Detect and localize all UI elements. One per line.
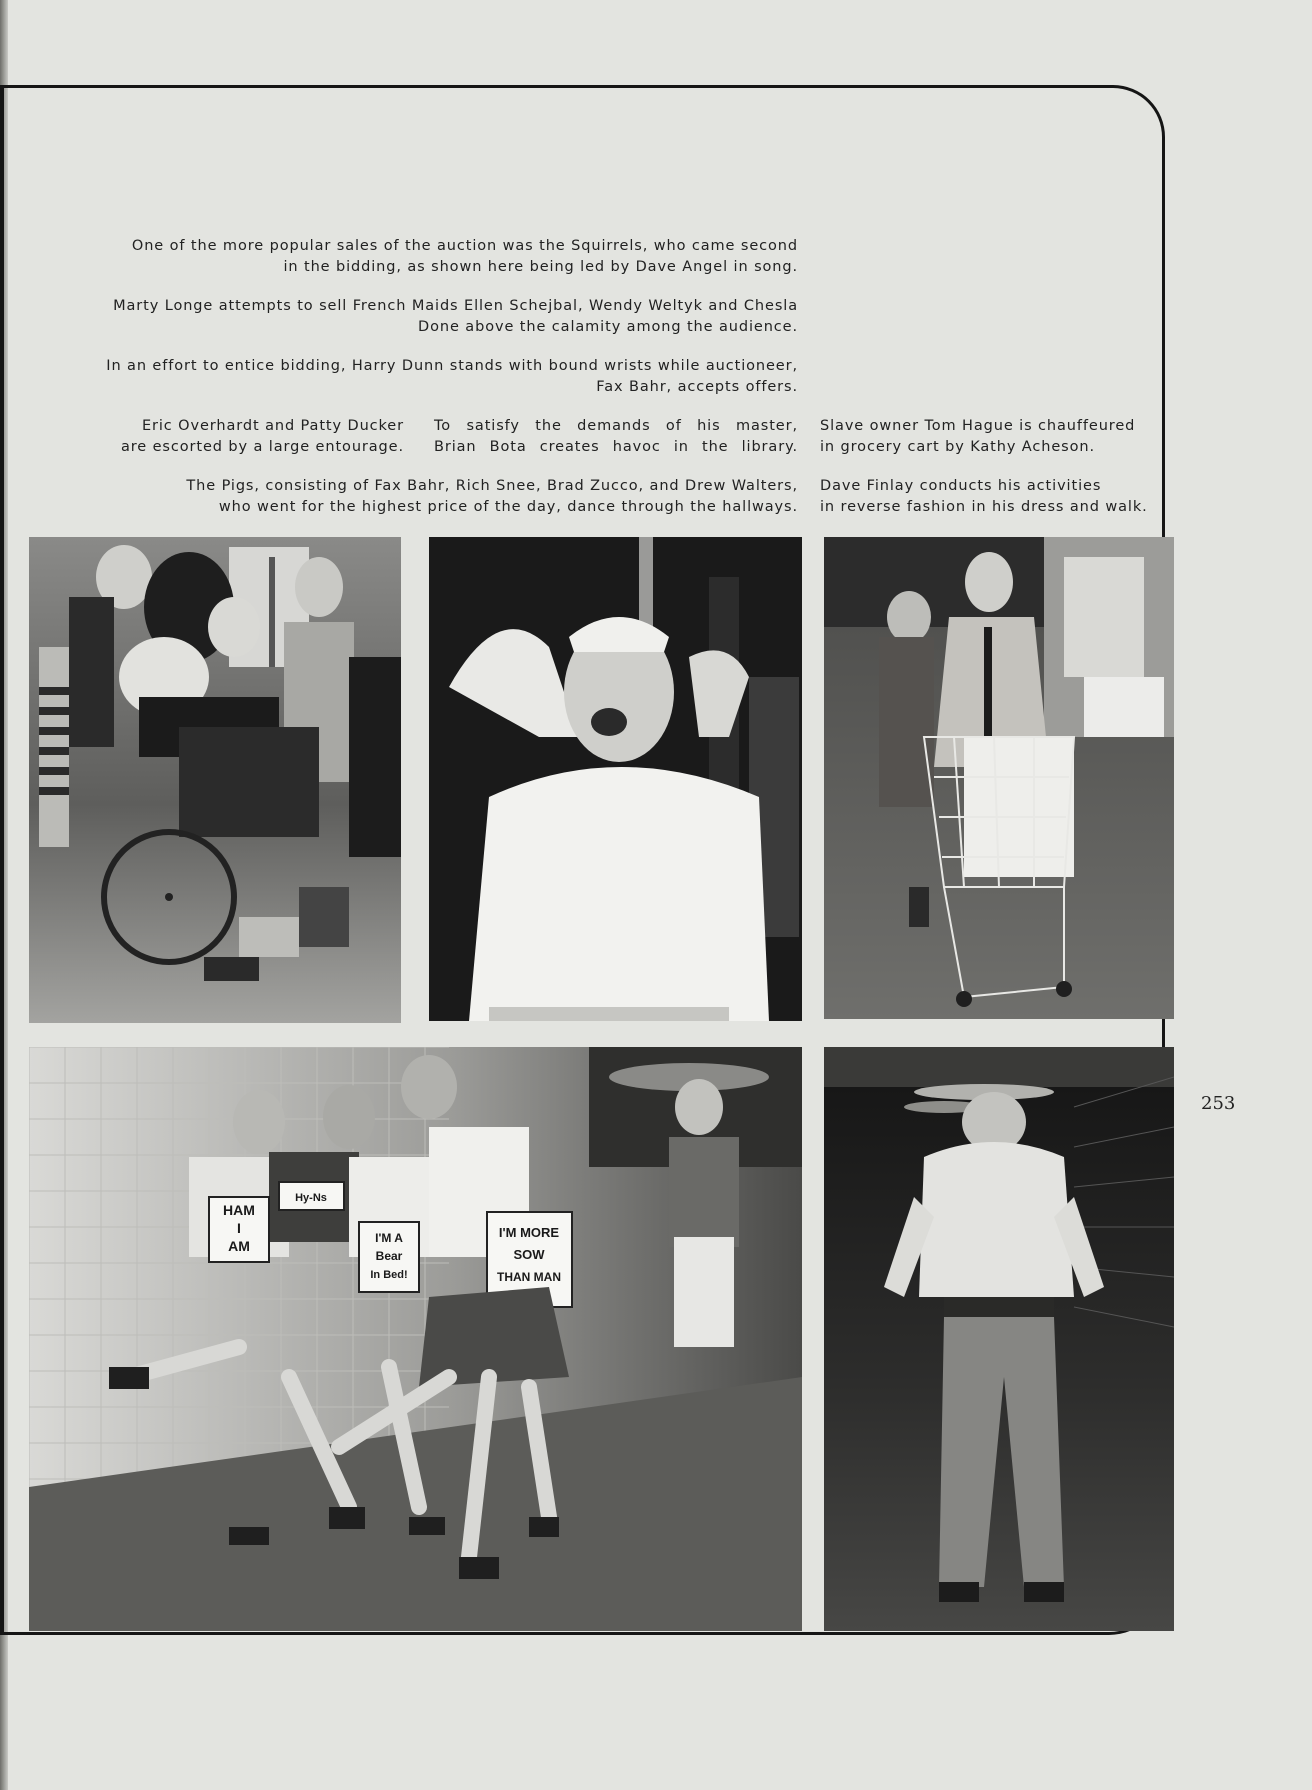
caption-harry-dunn (60, 356, 798, 398)
sign-sow-line1: I'M MORE (498, 1225, 560, 1240)
photo-grocery-cart (824, 537, 1174, 1019)
photo-reverse-fashion-image (824, 1047, 1174, 1631)
caption-line: Fax Bahr, accepts offers. (596, 379, 798, 395)
sign-ham-line2: I (237, 1220, 241, 1236)
caption-line: Dave Finlay conducts his activities (820, 478, 1102, 494)
caption-line: in grocery cart by Kathy Acheson. (820, 439, 1095, 455)
caption-line: Eric Overhardt and Patty Ducker (141, 418, 404, 434)
sign-ham-line1: HAM (223, 1202, 255, 1218)
photo-grocery-cart-image (824, 537, 1174, 1019)
sign-sow-line3: THAN MAN (497, 1270, 561, 1284)
caption-brian-bota (434, 416, 798, 458)
caption-line: in the bidding, as shown here being led by Dave Angel in song. (283, 259, 798, 275)
caption-line: Done above the calamity among the audience. (418, 319, 798, 335)
photo-reverse-fashion (824, 1047, 1174, 1631)
photo-wheelchair-entourage-image (29, 537, 401, 1023)
caption-eric-patty (60, 416, 404, 458)
photo-library-havoc (429, 537, 802, 1021)
photo-library-havoc-image (429, 537, 802, 1021)
photo-pigs-hallway-dance-image (29, 1047, 802, 1631)
caption-line: The Pigs, consisting of Fax Bahr, Rich Snee, Brad Zucco, and Drew Walters, (186, 478, 798, 494)
caption-dave-finlay (820, 476, 1165, 518)
sign-sow-line2: SOW (513, 1247, 545, 1262)
caption-line: Marty Longe attempts to sell French Maids Ellen Schejbal, Wendy Weltyk and Chesla (113, 298, 798, 314)
caption-line: In an effort to entice bidding, Harry Dunn stands with bound wrists while auctioneer, (106, 358, 798, 374)
frame-left-rule (0, 85, 4, 1635)
caption-line: who went for the highest price of the day, dance through the hallways. (218, 499, 798, 515)
caption-squirrels (60, 236, 798, 278)
photo-pigs-hallway-dance (29, 1047, 802, 1631)
caption-pigs (60, 476, 798, 518)
caption-line: To satisfy the demands of his master, (434, 418, 798, 434)
sign-ham-line3: AM (228, 1238, 250, 1254)
caption-line: Brian Bota creates havoc in the library. (434, 439, 798, 455)
sign-bear-line1: I'M A (375, 1231, 403, 1245)
sign-second: Hy-Ns (295, 1192, 327, 1204)
caption-line: One of the more popular sales of the auction was the Squirrels, who came second (131, 238, 798, 254)
caption-tom-hague (820, 416, 1150, 458)
page-number: 253 (1201, 1093, 1236, 1114)
caption-french-maids (60, 296, 798, 338)
photo-wheelchair-entourage (29, 537, 401, 1023)
caption-line: in reverse fashion in his dress and walk. (820, 499, 1148, 515)
caption-line: Slave owner Tom Hague is chauffeured (820, 418, 1136, 434)
sign-bear-line3: In Bed! (370, 1269, 408, 1281)
caption-line: are escorted by a large entourage. (120, 439, 404, 455)
sign-bear-line2: Bear (375, 1249, 403, 1263)
